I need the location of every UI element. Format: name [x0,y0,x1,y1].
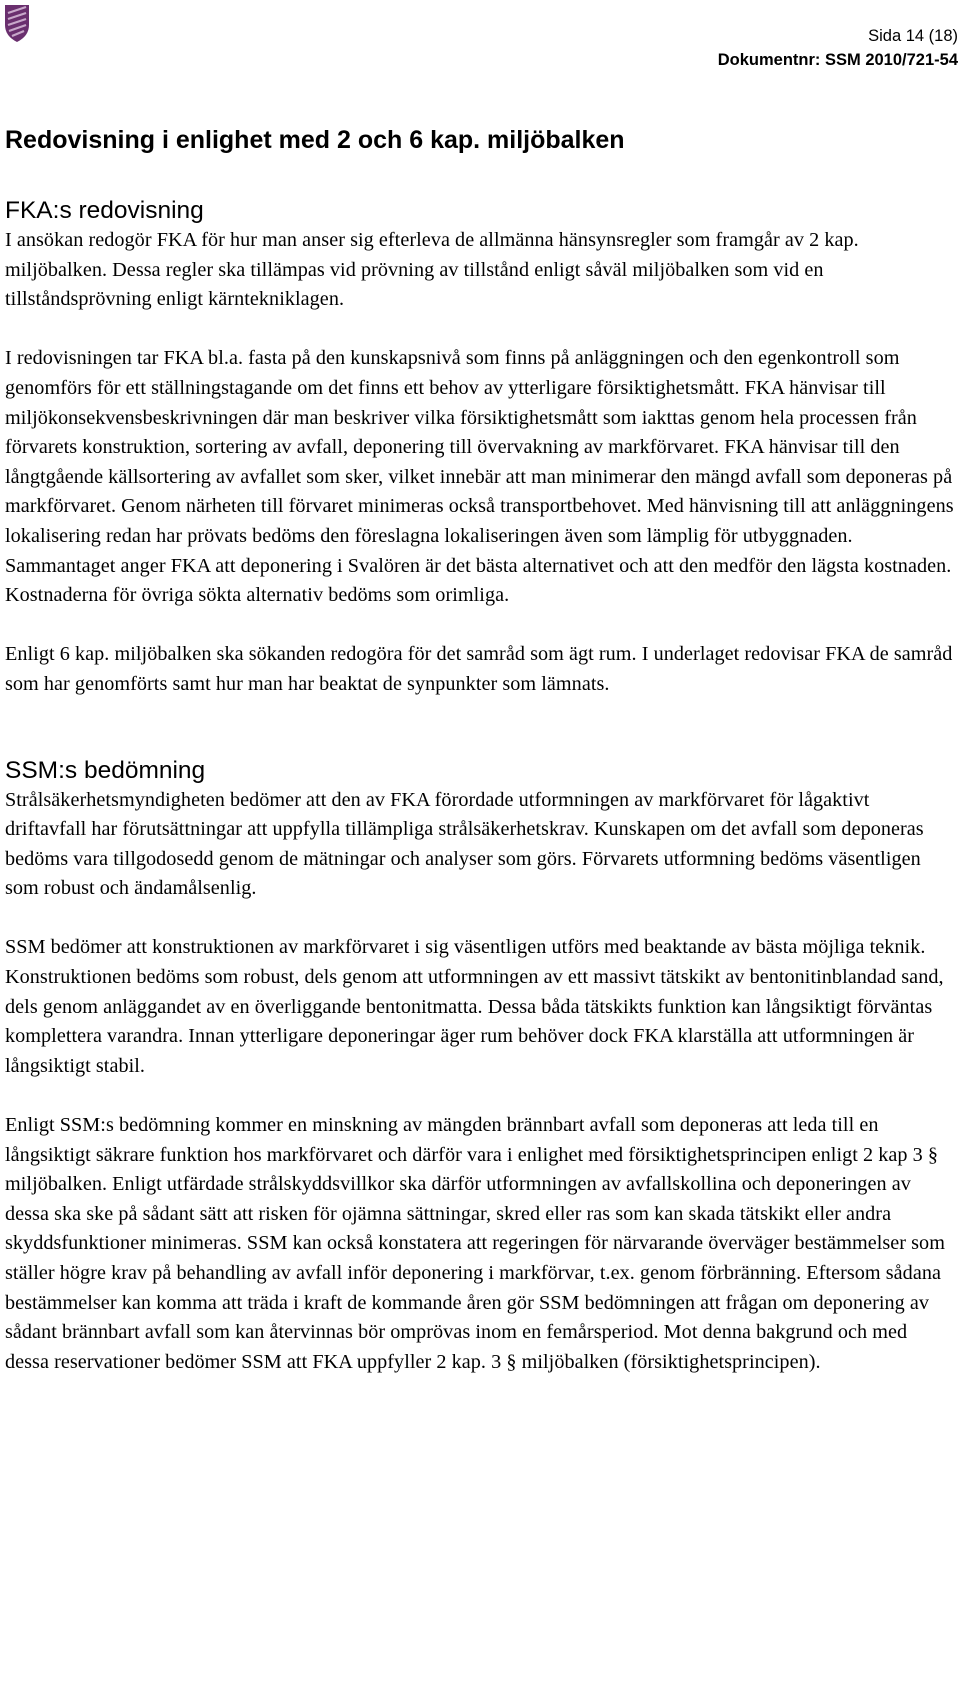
ssm-paragraph-3: Enligt SSM:s bedömning kommer en minskning av mängden brännbart avfall som deponeras att leda till en långsiktigt säkrare funktion hos markförvaret och därför vara i enlighet med försiktighetsprincipen enligt 2 kap 3 § miljöbalken. Enligt utfärdade strålskyddsvillkor ska därför utformningen av avfallskollina och deponeringen av dessa ska ske på sådant sätt att risken för ojämna sättningar, skred eller ras som kan skada tätskikt eller andra skyddsfunktioner minimeras. SSM kan också konstatera att regeringen för närvarande överväger bestämmelser som ställer högre krav på behandling av avfall inför deponering i markförvar, t.ex. genom förbränning. Eftersom sådana bestämmelser kan komma att träda i kraft de kommande åren gör SSM bedömningen att frågan om deponering av sådant brännbart avfall som kan återvinnas bör omprövas inom en femårsperiod. Mot denna bakgrund och med dessa reservationer bedömer SSM att FKA uppfyller 2 kap. 3 § miljöbalken (försiktighetsprincipen). [5,1114,945,1373]
shield-logo-icon [3,3,31,43]
fka-paragraph-2: I redovisningen tar FKA bl.a. fasta på den kunskapsnivå som finns på anläggningen och den egenkontroll som genomförs för ett ställningstagande om det finns ett behov av ytterligare försiktighetsmått. FKA hänvisar till miljökonsekvensbeskrivningen där man beskriver vilka försiktighetsmått som iakttas genom hela processen från förvarets konstruktion, sortering av avfall, deponering till övervakning av markförvaret. FKA hänvisar till den långtgående källsortering av avfallet som sker, vilket innebär att man minimerar den mängd avfall som deponeras på markförvaret. Genom närheten till förvaret minimeras också transportbehovet. Med hänvisning till att anläggningens lokalisering redan har prövats bedöms den föreslagna lokaliseringen även som lämplig för utbyggnaden. Sammantaget anger FKA att deponering i Svalören är det bästa alternativet och att den medför den lägsta kostnaden. Kostnaderna för övriga sökta alternativ bedöms som orimliga. [5,347,954,607]
ssm-paragraph-1: Strålsäkerhetsmyndigheten bedömer att den av FKA förordade utformningen av markförvaret för lågaktivt driftavfall har förutsättningar att uppfylla tillämpliga strålsäkerhetskrav. Kunskapen om det avfall som deponeras bedöms vara tillgodosedd genom de mätningar och analyser som görs. Förvarets utformning bedöms väsentligen som robust och ändamålsenlig. [5,788,924,900]
document-number: Dokumentnr: SSM 2010/721-54 [717,51,958,69]
document-header [718,24,958,72]
ssm-section-heading: SSM:s bedömning [5,756,206,784]
page-number: Sida 14 (18) [868,27,958,45]
fka-section-heading: FKA:s redovisning [5,197,204,224]
fka-paragraph-1: I ansökan redogör FKA för hur man anser sig efterleva de allmänna hänsynsregler som framgår av 2 kap. miljöbalken. Dessa regler ska tillämpas vid prövning av tillstånd enligt såväl miljöbalken som vid en tillståndsprövning enligt kärntekniklagen. [5,229,859,311]
ssm-paragraph-2: SSM bedömer att konstruktionen av markförvaret i sig väsentligen utförs med beaktande av bästa möjliga teknik. Konstruktionen bedöms som robust, dels genom att utformningen av ett massivt tätskikt av bentonitinblandad sand, dels genom anläggandet av en överliggande bentonitmatta. Dessa båda tätskikts funktion kan långsiktigt förväntas komplettera varandra. Innan ytterligare deponeringar äger rum behöver dock FKA klarställa att utformningen är långsiktigt stabil. [5,936,944,1077]
document-body [5,124,955,1377]
main-heading: Redovisning i enlighet med 2 och 6 kap. miljöbalken [5,126,625,154]
fka-paragraph-3: Enligt 6 kap. miljöbalken ska sökanden redogöra för det samråd som ägt rum. I underlaget redovisar FKA de samråd som har genomförts samt hur man har beaktat de synpunkter som lämnats. [5,643,953,695]
